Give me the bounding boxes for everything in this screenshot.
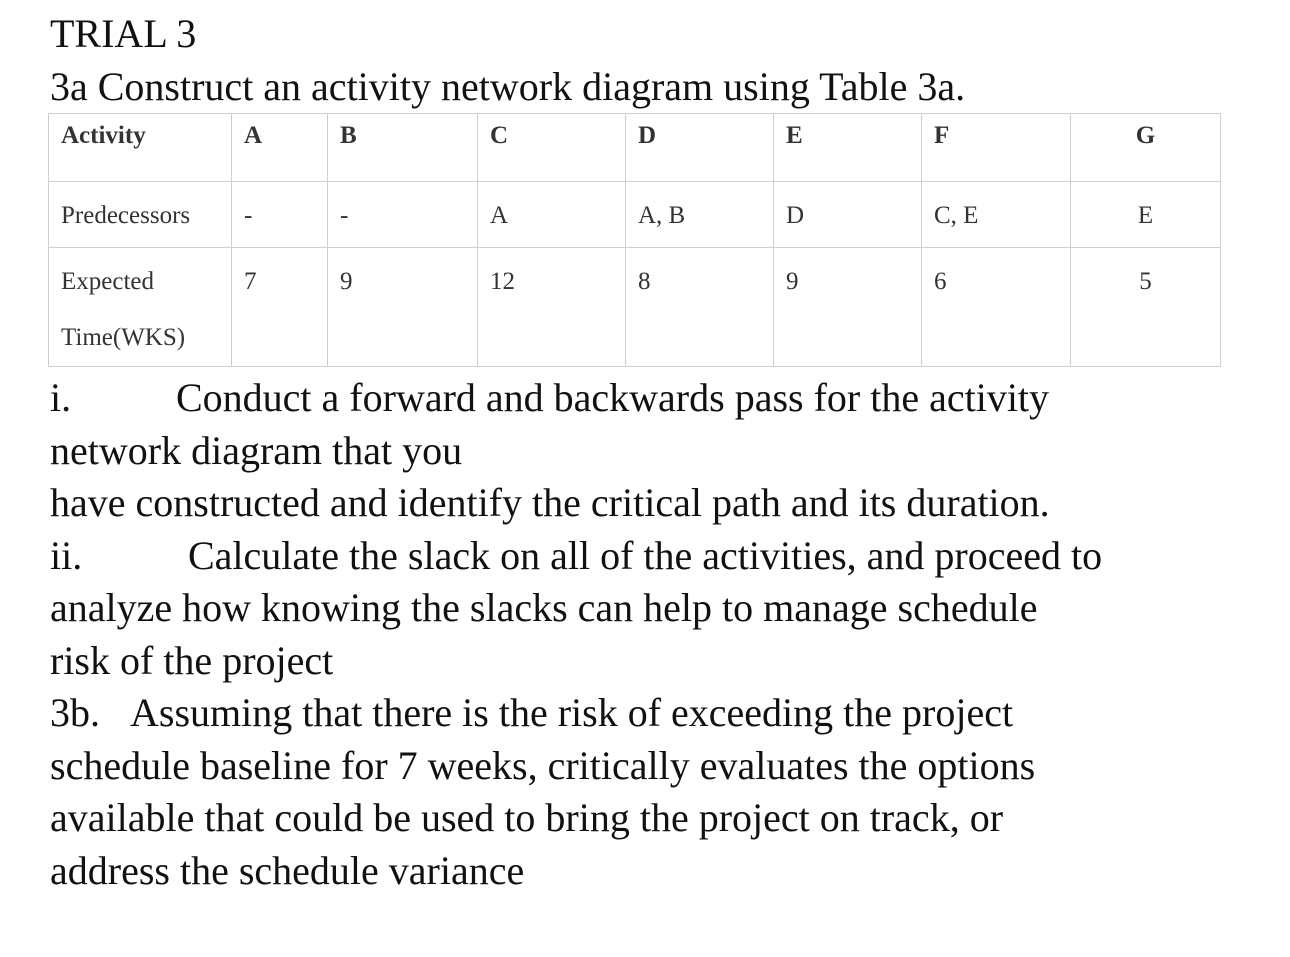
time-label-line1: Expected <box>61 268 155 295</box>
part-ii-line2: analyze how knowing the slacks can help to manage schedule <box>50 585 1038 630</box>
activity-g: G <box>1135 122 1156 149</box>
question-3b-line2: schedule baseline for 7 weeks, critically evaluates the options <box>50 742 1036 788</box>
activity-table <box>48 113 1221 367</box>
time-e: 9 <box>786 268 799 295</box>
activity-d: D <box>638 122 657 149</box>
question-3b-number: 3b. <box>50 690 100 735</box>
part-ii-number: ii. <box>50 532 83 578</box>
activity-e: E <box>786 122 803 149</box>
predecessor-a: - <box>244 202 253 229</box>
part-i-number: i. <box>50 375 72 420</box>
question-3b-line3: available that could be used to bring the project on track, or <box>50 795 1004 840</box>
time-g: 5 <box>1139 268 1152 295</box>
time-c: 12 <box>490 268 515 295</box>
part-i-line1 <box>50 372 1280 425</box>
part-i-line3: have constructed and identify the critical path and its duration. <box>50 480 1050 525</box>
part-ii-line1 <box>50 530 1280 583</box>
question-3a: 3a Construct an activity network diagram using Table 3a. <box>50 64 966 109</box>
question-3b-line4: address the schedule variance <box>50 847 525 893</box>
question-3b-line1 <box>50 687 1280 740</box>
predecessor-g: E <box>1137 202 1154 229</box>
time-f: 6 <box>934 268 947 295</box>
time-b: 9 <box>340 268 353 295</box>
table-row-expected-time <box>49 248 1221 367</box>
predecessor-d: A, B <box>638 202 686 229</box>
question-body <box>50 372 1280 897</box>
document-title: TRIAL 3 <box>50 11 197 56</box>
table-header-row <box>49 114 1221 182</box>
predecessor-e: D <box>786 202 805 229</box>
predecessor-b: - <box>340 202 349 229</box>
time-label-line2: Time(WKS) <box>61 324 186 351</box>
part-ii-line3: risk of the project <box>50 637 334 683</box>
activity-b: B <box>340 122 357 149</box>
question-3b-text1: Assuming that there is the risk of exceeding the project <box>130 690 1014 735</box>
predecessors-label: Predecessors <box>61 202 191 229</box>
part-i-line2: network diagram that you <box>50 427 463 473</box>
activity-c: C <box>490 122 509 149</box>
time-a: 7 <box>244 268 257 295</box>
table-row-predecessors <box>49 182 1221 248</box>
part-ii-text1: Calculate the slack on all of the activities, and proceed to <box>188 532 1103 578</box>
time-label <box>49 248 231 366</box>
predecessor-f: C, E <box>934 202 979 229</box>
time-d: 8 <box>638 268 651 295</box>
predecessor-c: A <box>490 202 509 229</box>
activity-f: F <box>934 122 950 149</box>
header-label: Activity <box>61 122 146 149</box>
part-i-text1: Conduct a forward and backwards pass for the activity <box>176 375 1050 420</box>
activity-a: A <box>244 122 263 149</box>
